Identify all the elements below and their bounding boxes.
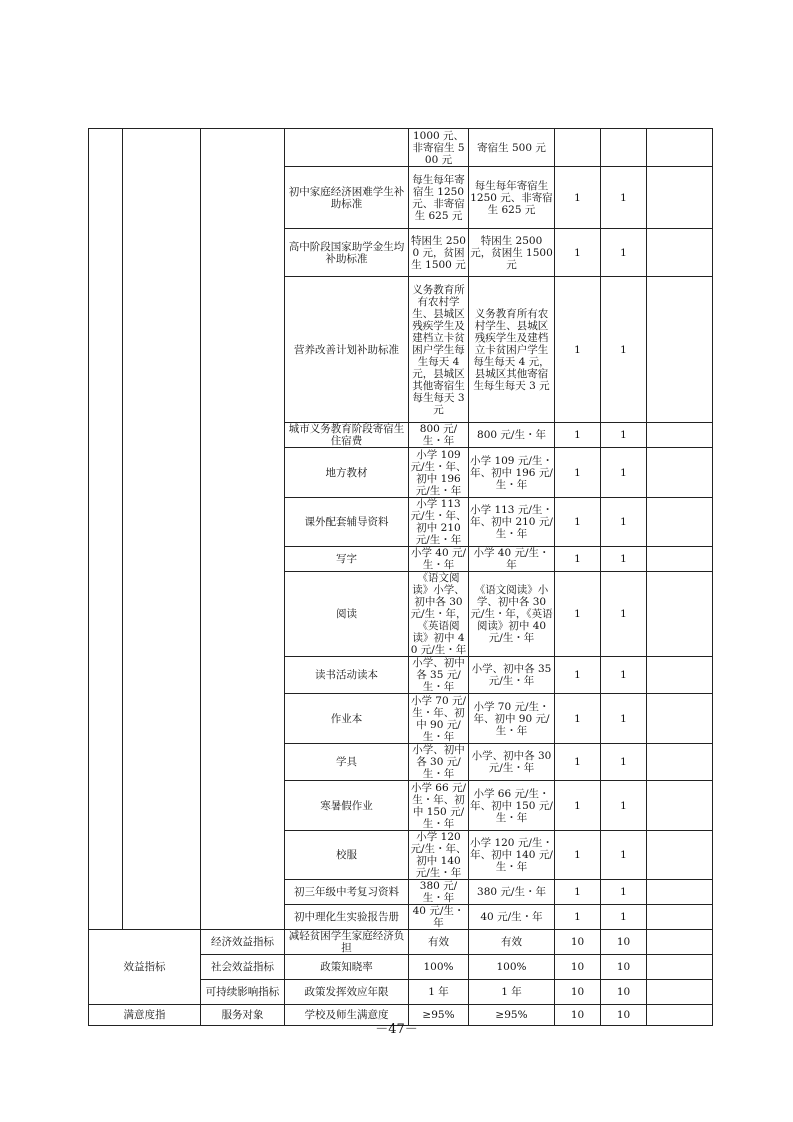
indicator-cell: 减轻贫困学生家庭经济负担 [285,930,409,955]
satisfaction-category: 满意度指 [89,1005,201,1026]
target-cell: 小学、初中各 35 元/生・年 [409,657,469,694]
target-cell: 小学 109 元/生・年、初中 196 元/生・年 [410,448,467,497]
sustain-subcategory: 可持续影响指标 [201,980,285,1005]
weight-cell: 1 [555,744,601,781]
score-cell: 1 [601,880,647,905]
indicator-cell: 学校及师生满意度 [285,1005,409,1026]
indicator-cell: 初三年级中考复习资料 [285,880,409,905]
indicator-cell: 政策发挥效应年限 [285,980,409,1005]
col3-blank [201,129,285,930]
actual-cell: 1 年 [469,980,555,1005]
actual-cell: 每生每年寄宿生 1250 元、非寄宿生 625 元 [469,167,555,229]
weight-cell: 10 [555,1005,601,1026]
actual-cell: 义务教育所有农村学生、县城区残疾学生及建档立卡贫困户学生每生每天 4 元，县城区其他寄宿生每生每天 3 元 [469,277,555,423]
target-cell: 小学 40 元/生・年 [409,547,469,572]
col1-blank [89,129,123,930]
target-cell: 小学 70 元/生・年、初中 90 元/生・年 [409,694,469,744]
satisfaction-subcategory: 服务对象 [201,1005,285,1026]
score-cell: 1 [601,229,647,277]
remark-cell [647,781,713,831]
score-cell: 10 [601,955,647,980]
score-cell: 1 [601,694,647,744]
indicator-cell: 校服 [285,831,409,880]
target-cell: 800 元/生・年 [409,423,469,448]
target-cell: 40 元/生・年 [409,905,469,930]
score-cell: 1 [601,448,647,498]
weight-cell: 10 [555,930,601,955]
target-cell: 特困生 2500 元，贫困生 1500 元 [409,229,469,277]
social-subcategory: 社会效益指标 [201,955,285,980]
indicator-cell [285,129,409,167]
remark-cell [647,423,713,448]
actual-cell: 小学 109 元/生・年、初中 196 元/生・年 [469,448,555,498]
remark-cell [647,547,713,572]
remark-cell [647,229,713,277]
weight-cell: 10 [555,955,601,980]
indicator-cell: 读书活动读本 [285,657,409,694]
indicator-cell: 学具 [285,744,409,781]
performance-table [88,128,713,1026]
score-cell: 1 [601,167,647,229]
target-cell: 义务教育所有农村学生、县城区残疾学生及建档立卡贫困户学生每生每天 4 元，县城区其他寄宿生每生每天 3 元 [409,277,469,423]
score-cell: 1 [601,423,647,448]
target-cell: 1 年 [409,980,469,1005]
remark-cell [647,930,713,955]
actual-cell: 小学 70 元/生・年、初中 90 元/生・年 [469,694,555,744]
remark-cell [647,831,713,880]
weight-cell: 1 [555,229,601,277]
target-cell: 1000 元、非寄宿生 500 元 [409,129,469,167]
remark-cell [647,744,713,781]
benefit-category: 效益指标 [89,930,201,1005]
actual-cell: 有效 [469,930,555,955]
actual-cell: ≥95% [469,1005,555,1026]
weight-cell: 1 [555,547,601,572]
score-cell: 1 [601,498,647,547]
indicator-cell: 政策知晓率 [285,955,409,980]
table-row [89,129,713,167]
remark-cell [647,980,713,1005]
weight-cell: 1 [555,277,601,423]
remark-cell [647,277,713,423]
weight-cell: 1 [555,448,601,498]
score-cell: 1 [601,277,647,423]
target-cell: 小学 113 元/生・年、初中 210 元/生・年 [410,498,467,546]
remark-cell [647,129,713,167]
remark-cell [647,167,713,229]
actual-cell: 小学、初中各 35 元/生・年 [469,657,555,694]
score-cell: 1 [601,547,647,572]
weight-cell: 10 [555,980,601,1005]
score-cell: 1 [601,744,647,781]
remark-cell [647,448,713,498]
weight-cell: 1 [555,831,601,880]
indicator-cell: 高中阶段国家助学金生均补助标准 [285,229,409,277]
indicator-cell: 寒暑假作业 [285,781,409,831]
target-cell: 每生每年寄宿生 1250 元、非寄宿生 625 元 [409,167,469,229]
remark-cell [647,880,713,905]
target-cell: 小学 66 元/生・年、初中 150 元/生・年 [409,781,469,831]
score-cell: 1 [601,657,647,694]
indicator-cell: 城市义务教育阶段寄宿生住宿费 [285,423,409,448]
weight-cell: 1 [555,694,601,744]
indicator-cell: 阅读 [285,572,409,657]
actual-cell: 40 元/生・年 [469,905,555,930]
score-cell: 1 [601,905,647,930]
target-cell: 100% [409,955,469,980]
actual-cell: 《语文阅读》小学、初中各 30 元/生・年，《英语阅读》初中 40 元/生・年 [469,572,555,657]
indicator-cell: 初中理化生实验报告册 [285,905,409,930]
actual-cell: 380 元/生・年 [469,880,555,905]
target-cell: 《语文阅读》小学、初中各 30 元/生・年，《英语阅读》初中 40 元/生・年 [410,572,467,656]
target-cell: 380 元/生・年 [409,880,469,905]
score-cell: 10 [601,930,647,955]
actual-cell: 800 元/生・年 [469,423,555,448]
actual-cell: 小学 113 元/生・年、初中 210 元/生・年 [469,498,555,547]
target-cell: 小学、初中各 30 元/生・年 [409,744,469,781]
page-number: －47－ [375,1022,418,1037]
remark-cell [647,694,713,744]
target-cell: ≥95% [409,1005,469,1026]
remark-cell [647,498,713,547]
score-cell: 1 [601,831,647,880]
score-cell: 10 [601,980,647,1005]
weight-cell: 1 [555,423,601,448]
remark-cell [647,657,713,694]
target-cell: 有效 [409,930,469,955]
target-cell: 小学 120 元/生・年、初中 140 元/生・年 [410,831,467,879]
actual-cell: 寄宿生 500 元 [469,129,555,167]
actual-cell: 特困生 2500 元，贫困生 1500 元 [469,229,555,277]
weight-cell: 1 [555,167,601,229]
weight-cell: 1 [555,498,601,547]
score-cell: 1 [601,781,647,831]
economic-subcategory: 经济效益指标 [201,930,285,955]
indicator-cell: 地方教材 [285,448,409,498]
indicator-cell: 写字 [285,547,409,572]
weight-cell [555,129,601,167]
weight-cell: 1 [555,880,601,905]
weight-cell: 1 [555,572,601,657]
weight-cell: 1 [555,905,601,930]
score-cell: 10 [601,1005,647,1026]
weight-cell: 1 [555,657,601,694]
indicator-cell: 初中家庭经济困难学生补助标准 [285,167,409,229]
indicator-cell: 营养改善计划补助标准 [285,277,409,423]
actual-cell: 小学、初中各 30 元/生・年 [469,744,555,781]
remark-cell [647,955,713,980]
actual-cell: 小学 66 元/生・年、初中 150 元/生・年 [469,781,555,831]
actual-cell: 100% [469,955,555,980]
score-cell: 1 [601,572,647,657]
actual-cell: 小学 120 元/生・年、初中 140 元/生・年 [469,831,555,880]
remark-cell [647,572,713,657]
score-cell [601,129,647,167]
remark-cell [647,905,713,930]
weight-cell: 1 [555,781,601,831]
indicator-cell: 课外配套辅导资料 [285,498,409,547]
col2-blank [123,129,201,930]
table-row [89,930,713,955]
indicator-cell: 作业本 [285,694,409,744]
actual-cell: 小学 40 元/生・年 [469,547,555,572]
